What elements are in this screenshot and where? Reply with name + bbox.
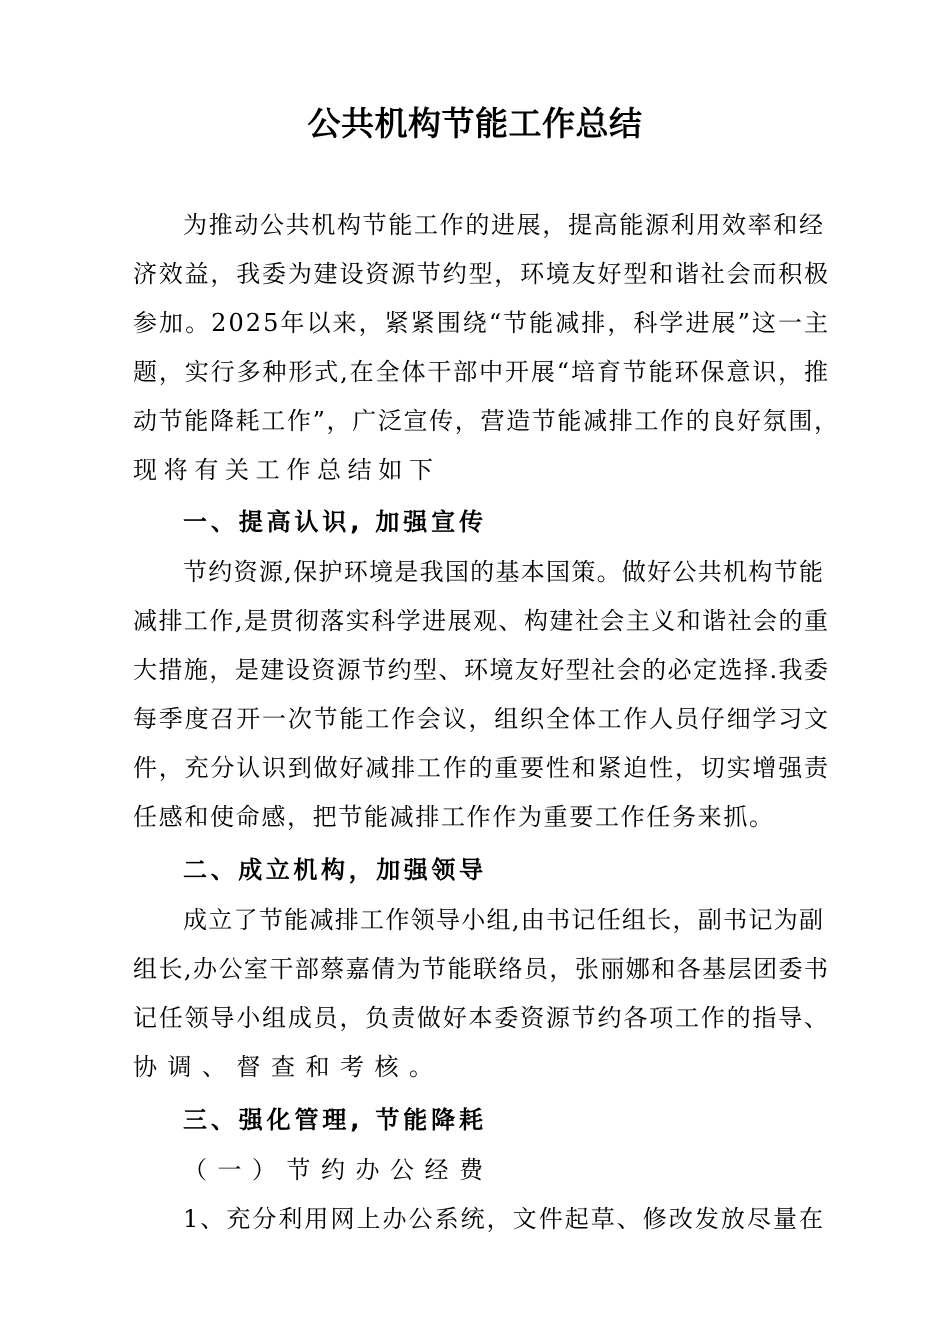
- document-title: 公共机构节能工作总结: [307, 104, 643, 143]
- paragraph-line: 每季度召开一次节能工作会议，组织全体工作人员仔细学习文: [133, 705, 830, 733]
- subsection-heading: （一）节约办公经费: [183, 1156, 494, 1184]
- paragraph-line: 现将有关工作总结如下: [133, 456, 440, 484]
- paragraph-line: 题，实行多种形式,在全体干部中开展“培育节能环保意识，推: [133, 358, 830, 386]
- paragraph-line: 任感和使命感，把节能减排工作作为重要工作任务来抓。: [133, 803, 775, 831]
- paragraph-line: 记任领导小组成员，负责做好本委资源节约各项工作的指导、: [133, 1004, 830, 1032]
- paragraph-line: 大措施，是建设资源节约型、环境友好型社会的必定选择.我委: [133, 656, 830, 684]
- paragraph-line: 参加。2025年以来，紧紧围绕“节能减排，科学进展”这一主: [133, 309, 831, 337]
- paragraph-line: 件，充分认识到做好减排工作的重要性和紧迫性，切实增强责: [133, 754, 830, 782]
- paragraph-line: 动节能降耗工作”，广泛宣传，营造节能减排工作的良好氛围，: [133, 407, 840, 435]
- paragraph-line: 济效益，我委为建设资源节约型，环境友好型和谐社会而积极: [133, 260, 830, 288]
- paragraph-line: 1、充分利用网上办公系统，文件起草、修改发放尽量在: [183, 1205, 826, 1233]
- paragraph-line: 协调、督查和考核。: [133, 1053, 444, 1081]
- paragraph-line: 减排工作,是贯彻落实科学进展观、构建社会主义和谐社会的重: [133, 607, 830, 635]
- paragraph-line: 节约资源,保护环境是我国的基本国策。做好公共机构节能: [183, 558, 825, 586]
- section-heading-3: 三、强化管理, 节能降耗: [183, 1106, 487, 1134]
- paragraph-line: 为推动公共机构节能工作的进展，提高能源利用效率和经: [183, 211, 825, 239]
- paragraph-line: 成立了节能减排工作领导小组,由书记任组长，副书记为副: [183, 906, 825, 934]
- section-heading-1: 一、提高认识, 加强宣传: [183, 508, 487, 536]
- section-heading-2: 二、成立机构，加强领导: [183, 856, 487, 884]
- paragraph-line: 组长,办公室干部蔡嘉倩为节能联络员，张丽娜和各基层团委书: [133, 955, 830, 983]
